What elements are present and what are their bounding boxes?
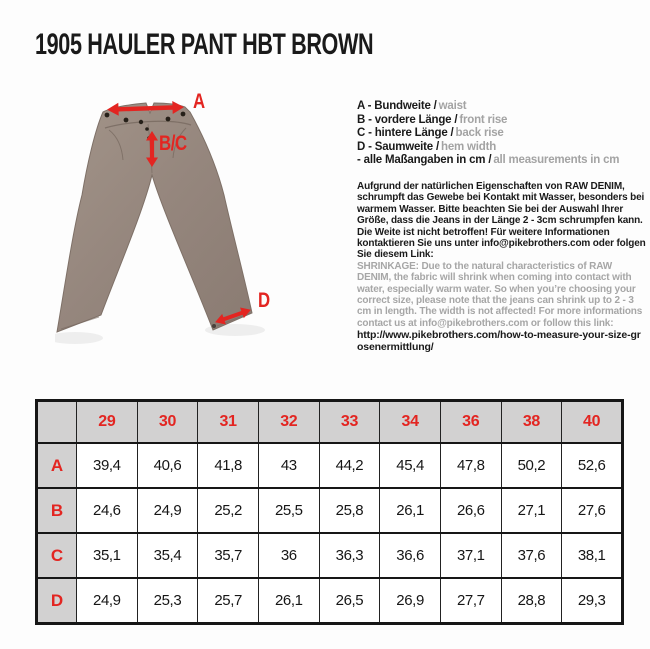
- legend-term: C - hintere Länge /: [357, 127, 454, 140]
- size-column-header: 29: [77, 401, 138, 444]
- size-value-cell: 25,7: [198, 578, 259, 624]
- size-value-cell: 24,6: [77, 488, 138, 533]
- size-value-cell: 47,8: [440, 443, 501, 488]
- legend-translation: hem width: [441, 140, 497, 153]
- size-column-header: 36: [440, 401, 501, 444]
- size-value-cell: 38,1: [562, 533, 623, 578]
- size-value-cell: 25,5: [258, 488, 319, 533]
- pants-image: [55, 80, 345, 380]
- size-table-row: [37, 443, 623, 488]
- size-value-cell: 44,2: [319, 443, 380, 488]
- size-value-cell: 43: [258, 443, 319, 488]
- size-column-header: 32: [258, 401, 319, 444]
- size-value-cell: 24,9: [137, 488, 198, 533]
- size-value-cell: 35,7: [198, 533, 259, 578]
- shrinkage-note-german: Aufgrund der natürlichen Eigenschaften von RAW DENIM, schrumpft das Gewebe bei Kontakt mit Wasser, besonders bei warmem Wasser. Bitte beachten Sie bei der Auswahl Ihrer Größe, dass die Jeans in der Länge 2 - 3cm schrumpfen kann. Die Weite ist nicht betroffen! Für weitere Informationen kontaktieren Sie uns unter info@pikebrothers.com oder folgen Sie diesem Link:: [357, 180, 646, 261]
- size-value-cell: 35,1: [77, 533, 138, 578]
- legend-item-units: [357, 154, 646, 168]
- size-value-cell: 50,2: [501, 443, 562, 488]
- hem-label: D: [258, 289, 270, 312]
- size-value-cell: 26,9: [380, 578, 441, 624]
- legend-item-front-rise: [357, 114, 646, 128]
- size-table-row: [37, 488, 623, 533]
- legend-translation: waist: [438, 100, 467, 112]
- shadow: [55, 332, 103, 344]
- size-column-header: 38: [501, 401, 562, 444]
- measure-guide-link[interactable]: http://www.pikebrothers.com/how-to-measure-your-size-grosenermittlung/: [357, 329, 641, 353]
- legend-term: D - Saumweite /: [357, 140, 439, 153]
- size-value-cell: 36: [258, 533, 319, 578]
- legend-item-hem-width: [357, 141, 646, 155]
- size-value-cell: 28,8: [501, 578, 562, 624]
- size-value-cell: 25,2: [198, 488, 259, 533]
- rise-label: B/C: [159, 132, 187, 155]
- measurement-row-label: B: [37, 488, 77, 533]
- size-value-cell: 52,6: [562, 443, 623, 488]
- size-table-row: [37, 533, 623, 578]
- shrinkage-note-english: SHRINKAGE: Due to the natural characteristics of RAW DENIM, the fabric will shrink when coming into contact with water, especially warm water. So when you’re choosing your correct size, please note that the jeans can shrink up to 2 - 3 cm in length. The width is not affected! For more informations contact us at info@pikebrothers.com or follow this link:: [357, 260, 643, 329]
- size-value-cell: 27,6: [562, 488, 623, 533]
- size-value-cell: 41,8: [198, 443, 259, 488]
- size-value-cell: 35,4: [137, 533, 198, 578]
- size-value-cell: 26,6: [440, 488, 501, 533]
- legend-term: A - Bundweite /: [357, 100, 437, 112]
- legend-translation: front rise: [459, 113, 508, 126]
- size-value-cell: 29,3: [562, 578, 623, 624]
- size-chart-table: [35, 399, 624, 625]
- legend-item-back-rise: [357, 127, 646, 141]
- size-column-header: 30: [137, 401, 198, 444]
- legend-translation: back rise: [455, 127, 504, 140]
- info-column: [357, 100, 646, 353]
- size-table-row: [37, 578, 623, 624]
- size-column-header: 40: [562, 401, 623, 444]
- size-value-cell: 26,5: [319, 578, 380, 624]
- size-value-cell: 26,1: [380, 488, 441, 533]
- size-value-cell: 25,8: [319, 488, 380, 533]
- page-title: 1905 HAULER PANT HBT BROWN: [35, 28, 374, 61]
- legend-term: B - vordere Länge /: [357, 113, 458, 126]
- size-value-cell: 37,1: [440, 533, 501, 578]
- measurement-row-label: C: [37, 533, 77, 578]
- size-value-cell: 27,1: [501, 488, 562, 533]
- size-value-cell: 36,6: [380, 533, 441, 578]
- measurement-row-label: D: [37, 578, 77, 624]
- measurement-row-label: A: [37, 443, 77, 488]
- legend-item-waist: [357, 100, 646, 114]
- size-value-cell: 24,9: [77, 578, 138, 624]
- size-value-cell: 39,4: [77, 443, 138, 488]
- size-value-cell: 27,7: [440, 578, 501, 624]
- size-column-header: 33: [319, 401, 380, 444]
- size-column-header: 34: [380, 401, 441, 444]
- corner-cell: [37, 401, 77, 444]
- legend-translation: all measurements in cm: [493, 154, 620, 167]
- hem-detail: [212, 324, 216, 328]
- size-column-header: 31: [198, 401, 259, 444]
- pants-measurement-diagram: [55, 80, 345, 380]
- size-value-cell: 45,4: [380, 443, 441, 488]
- waist-label: A: [193, 90, 205, 113]
- size-value-cell: 25,3: [137, 578, 198, 624]
- size-value-cell: 36,3: [319, 533, 380, 578]
- size-value-cell: 26,1: [258, 578, 319, 624]
- size-value-cell: 40,6: [137, 443, 198, 488]
- measurement-legend: [357, 100, 646, 168]
- legend-term: - alle Maßangaben in cm /: [357, 154, 492, 167]
- size-value-cell: 37,6: [501, 533, 562, 578]
